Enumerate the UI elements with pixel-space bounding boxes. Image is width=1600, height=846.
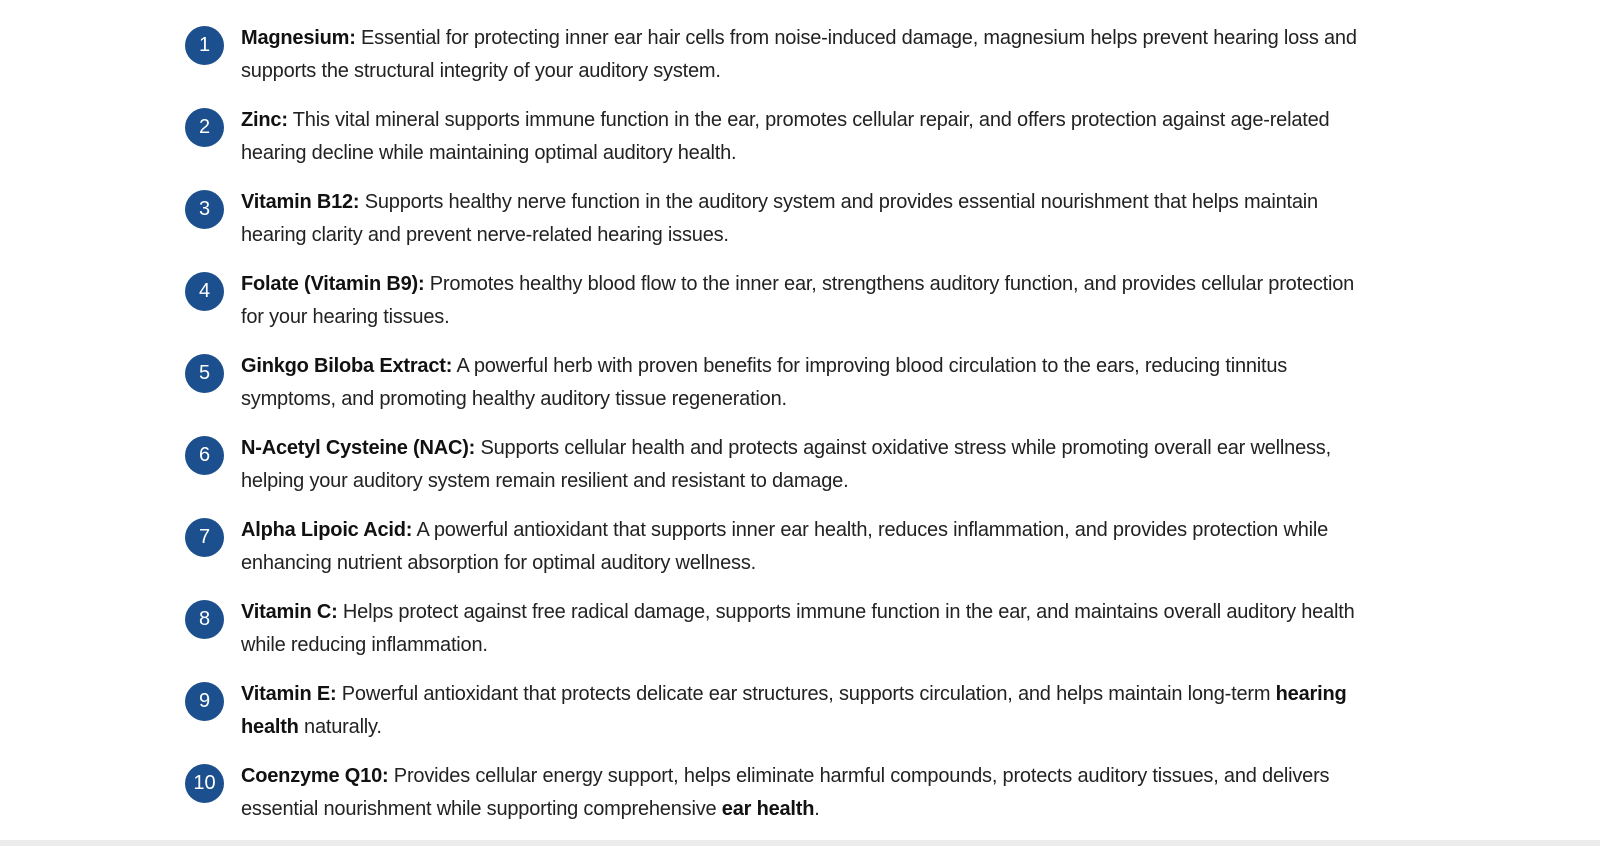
ingredient-description: Helps protect against free radical damage, supports immune function in the ear, and maintains overall auditory health while reducing inflammation. <box>241 601 1355 656</box>
item-text <box>241 268 1365 334</box>
bottom-divider <box>0 840 1600 846</box>
emphasis-text: hearing health <box>241 683 1347 738</box>
number-badge: 4 <box>185 272 224 311</box>
number-badge: 6 <box>185 436 224 475</box>
ingredient-name: Vitamin C: <box>241 601 338 623</box>
number-badge: 2 <box>185 108 224 147</box>
list-item <box>185 104 1365 186</box>
item-text <box>241 432 1365 498</box>
ingredient-description: Powerful antioxidant that protects delicate ear structures, supports circulation, and helps maintain long-term <box>336 683 1276 705</box>
list-item <box>185 596 1365 678</box>
ingredient-name: Ginkgo Biloba Extract: <box>241 355 453 377</box>
ingredient-description: Provides cellular energy support, helps eliminate harmful compounds, protects auditory tissues, and delivers essential nourishment while supporting comprehensive <box>241 765 1330 820</box>
ingredient-list <box>185 22 1365 842</box>
ingredient-description: Supports cellular health and protects against oxidative stress while promoting overall ear wellness, helping your auditory system remain resilient and resistant to damage. <box>241 437 1331 492</box>
ingredient-description: Promotes healthy blood flow to the inner ear, strengthens auditory function, and provides cellular protection for your hearing tissues. <box>241 273 1355 328</box>
description-tail: naturally. <box>298 716 382 738</box>
list-item <box>185 432 1365 514</box>
description-tail: . <box>814 798 820 820</box>
ingredient-name: Vitamin E: <box>241 683 337 705</box>
list-item <box>185 186 1365 268</box>
ingredient-name: Vitamin B12: <box>241 191 360 213</box>
ingredient-name: Coenzyme Q10: <box>241 765 389 787</box>
number-badge: 10 <box>185 764 224 803</box>
list-item <box>185 268 1365 350</box>
ingredient-name: Zinc: <box>241 109 288 131</box>
ingredient-description: A powerful herb with proven benefits for improving blood circulation to the ears, reducing tinnitus symptoms, and promoting healthy auditory tissue regeneration. <box>241 355 1288 410</box>
item-text <box>241 514 1365 580</box>
ingredient-description: This vital mineral supports immune function in the ear, promotes cellular repair, and offers protection against age-related hearing decline while maintaining optimal auditory health. <box>241 109 1330 164</box>
number-badge: 9 <box>185 682 224 721</box>
list-item <box>185 350 1365 432</box>
ingredient-description: Essential for protecting inner ear hair cells from noise-induced damage, magnesium helps prevent hearing loss and supports the structural integrity of your auditory system. <box>241 27 1357 82</box>
item-text <box>241 596 1365 662</box>
list-item <box>185 678 1365 760</box>
number-badge: 5 <box>185 354 224 393</box>
list-item <box>185 514 1365 596</box>
list-item <box>185 22 1365 104</box>
item-text <box>241 350 1365 416</box>
ingredient-description: A powerful antioxidant that supports inner ear health, reduces inflammation, and provides protection while enhancing nutrient absorption for optimal auditory wellness. <box>241 519 1329 574</box>
ingredient-name: Alpha Lipoic Acid: <box>241 519 413 541</box>
ingredient-description: Supports healthy nerve function in the auditory system and provides essential nourishment that helps maintain hearing clarity and prevent nerve-related hearing issues. <box>241 191 1318 246</box>
item-text <box>241 186 1365 252</box>
ingredient-name: Folate (Vitamin B9): <box>241 273 425 295</box>
item-text <box>241 760 1365 826</box>
number-badge: 8 <box>185 600 224 639</box>
list-item <box>185 760 1365 842</box>
item-text <box>241 104 1365 170</box>
number-badge: 7 <box>185 518 224 557</box>
item-text <box>241 22 1365 88</box>
number-badge: 3 <box>185 190 224 229</box>
ingredient-name: Magnesium: <box>241 27 356 49</box>
number-badge: 1 <box>185 26 224 65</box>
emphasis-text: ear health <box>721 798 815 820</box>
ingredient-name: N-Acetyl Cysteine (NAC): <box>241 437 476 459</box>
item-text <box>241 678 1365 744</box>
